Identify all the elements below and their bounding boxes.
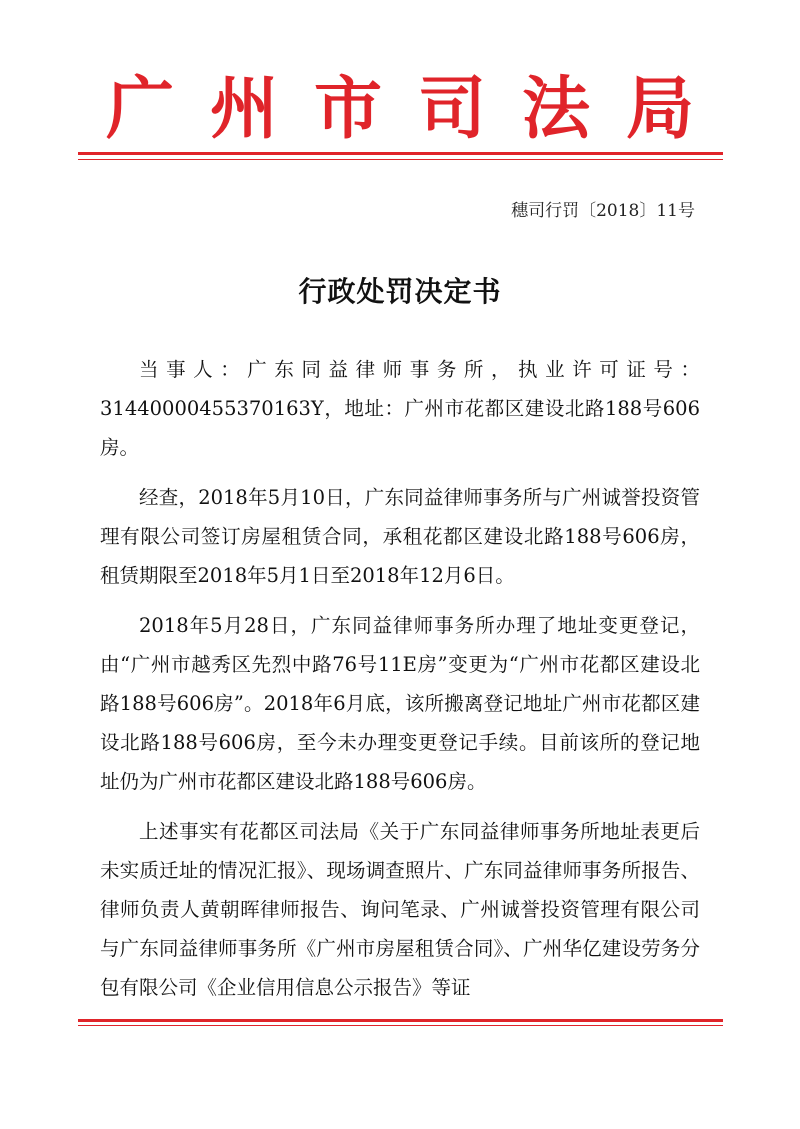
footer-thick-line <box>78 1019 723 1022</box>
paragraph-findings: 经查，2018年5月10日，广东同益律师事务所与广州诚誉投资管理有限公司签订房屋租赁合同，承租花都区建设北路188号606房，租赁期限至2018年5月1日至2018年12月6日。 <box>100 486 700 587</box>
footer-thin-line <box>78 1025 723 1026</box>
letterhead-title: 广州市司法局 <box>105 70 730 149</box>
paragraph-evidence: 上述事实有花都区司法局《关于广东同益律师事务所地址表更后未实质迁址的情况汇报》、现场调查照片、广东同益律师事务所报告、律师负责人黄朝晖律师报告、询问笔录、广州诚誉投资管理有限公司与广东同益律师事务所《广州市房屋租赁合同》、广州华亿建设劳务分包有限公司《企业信用信息公示报告》等证 <box>100 820 700 999</box>
divider-thick-line <box>78 152 723 155</box>
footer-divider <box>78 1019 723 1026</box>
document-title: 行政处罚决定书 <box>298 275 502 308</box>
letterhead-divider <box>78 152 723 160</box>
paragraph-address-change: 2018年5月28日，广东同益律师事务所办理了地址变更登记，由“广州市越秀区先烈中路76号11E房”变更为“广州市花都区建设北路188号606房”。2018年6月底，该所搬离登记地址广州市花都区建设北路188号606房，至今未办理变更登记手续。目前该所的登记地址仍为广州市花都区建设北路188号606房。 <box>100 614 700 793</box>
paragraph-party: 当事人：广东同益律师事务所，执业许可证号：31440000455370163Y，地址：广州市花都区建设北路188号606房。 <box>100 358 700 459</box>
document-number: 穗司行罚〔2018〕11号 <box>511 201 695 221</box>
document-body <box>100 350 700 1018</box>
divider-thin-line <box>78 159 723 160</box>
